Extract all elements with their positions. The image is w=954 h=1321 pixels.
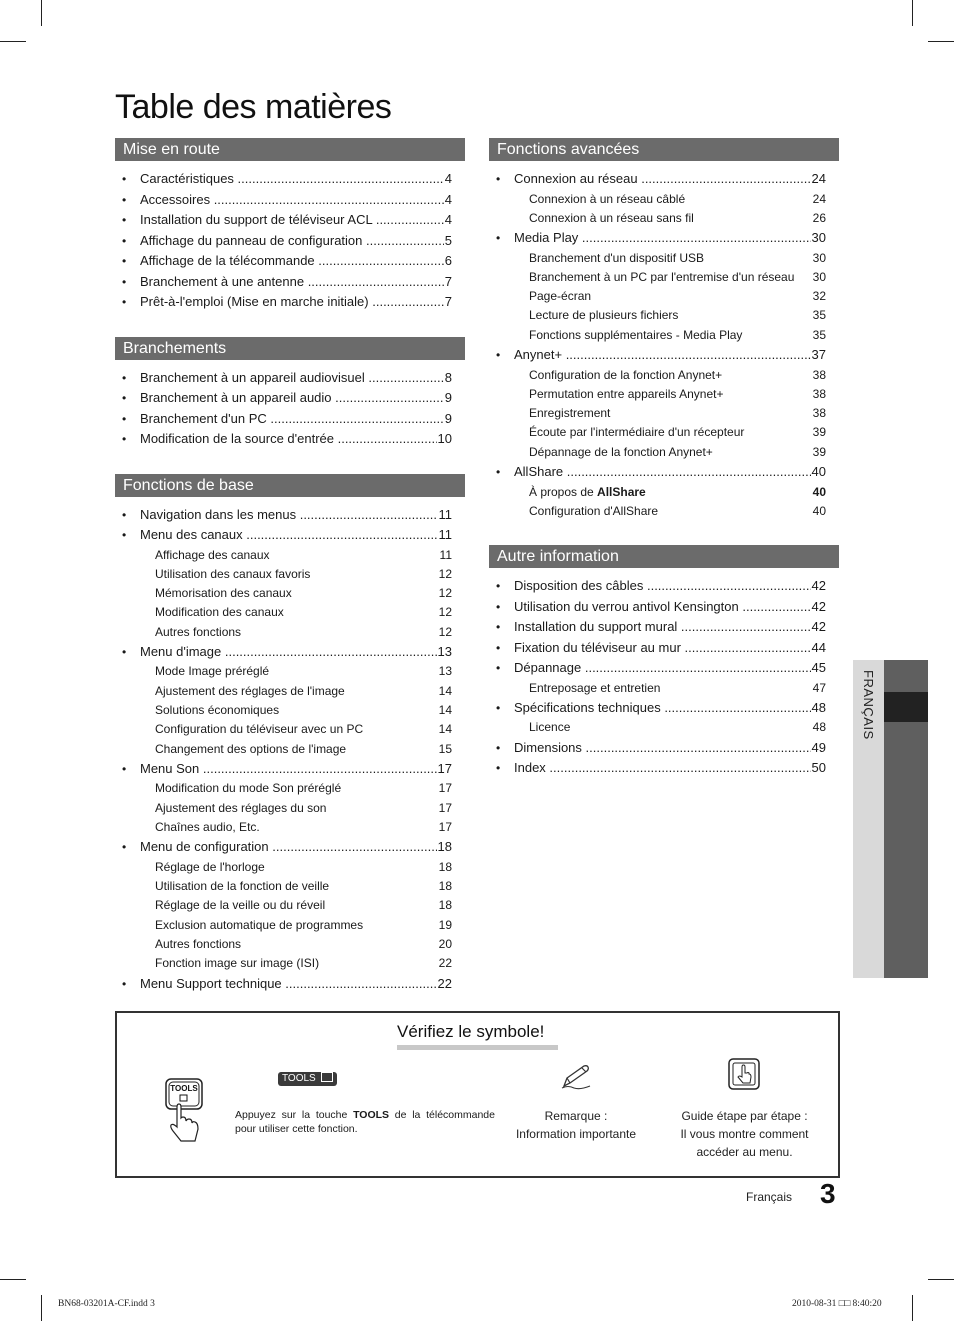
toc-entry-page: 7 <box>444 292 452 313</box>
toc-subentry-label: Utilisation des canaux favoris <box>155 566 311 581</box>
tools-icon-text: TOOLS <box>170 1084 198 1093</box>
toc-subentry-page: 15 <box>438 741 452 756</box>
toc-subentry-label: Chaînes audio, Etc. <box>155 820 260 835</box>
toc-entry-label: Menu Son ..... <box>140 759 451 780</box>
crop-mark <box>928 1279 954 1280</box>
toc-entry[interactable] <box>115 388 465 409</box>
note-description: Remarque : Information importante <box>515 1109 637 1141</box>
toc-entry[interactable] <box>489 597 839 618</box>
toc-subentry-label: Enregistrement <box>529 406 611 421</box>
toc-subentry[interactable] <box>489 287 839 306</box>
toc-subentry-label: Réglage de la veille ou du réveil <box>155 898 326 913</box>
toc-entry-page: 5 <box>444 231 452 252</box>
toc-subentry-page: 13 <box>438 664 452 679</box>
toc-subentry[interactable] <box>115 565 465 584</box>
section-gap <box>489 521 839 545</box>
toc-subentry-page: 20 <box>438 937 452 952</box>
toc-subentry-page: 18 <box>438 898 452 913</box>
side-tab-marker <box>884 692 928 722</box>
toc-subentry-label: Permutation entre appareils Anynet+ <box>529 386 724 401</box>
toc-entry-label: Fixation du téléviseur au mur ..... <box>514 638 825 659</box>
toc-subentry-page: 40 <box>812 503 826 518</box>
toc-entry-label: Branchement d'un PC ..... <box>140 409 451 430</box>
toc-subentry-page: 17 <box>438 781 452 796</box>
tools-remote-icon <box>163 1077 205 1145</box>
toc-subentry-page: 12 <box>438 624 452 639</box>
toc-entry-page: 24 <box>811 169 826 190</box>
toc-entry[interactable] <box>115 837 465 858</box>
side-tab-label: FRANÇAIS <box>861 670 876 740</box>
toc-subentry[interactable] <box>115 682 465 701</box>
toc-entry-page: 6 <box>444 251 452 272</box>
toc-subentry[interactable] <box>489 502 839 521</box>
toc-entry[interactable] <box>115 505 465 526</box>
toc-subentry[interactable] <box>489 190 839 209</box>
toc-entry-label: Dimensions ..... <box>514 738 825 759</box>
crop-mark <box>912 0 913 26</box>
toc-subentry-page: 22 <box>438 956 452 971</box>
toc-entry-page: 45 <box>811 658 826 679</box>
bullet-icon: • <box>122 192 127 207</box>
toc-entry[interactable] <box>115 210 465 231</box>
toc-subentry-page: 40 <box>812 484 826 499</box>
toc-subentry-page: 18 <box>438 859 452 874</box>
bullet-icon: • <box>496 640 501 655</box>
toc-subentry-label: Connexion à un réseau câblé <box>529 191 686 206</box>
toc-entry-label: Menu Support technique ..... <box>140 974 451 995</box>
toc-entry-page: 4 <box>444 169 452 190</box>
toc-subentry[interactable] <box>115 818 465 837</box>
toc-subentry-label: Ajustement des réglages du son <box>155 800 327 815</box>
toc-subentry-label: Exclusion automatique de programmes <box>155 917 364 932</box>
toc-subentry-page: 35 <box>812 327 826 342</box>
toc-subentry[interactable] <box>115 701 465 720</box>
toc-entry-label: Anynet+ ..... <box>514 345 825 366</box>
toc-subentry[interactable] <box>115 779 465 798</box>
toc-entry[interactable] <box>489 462 839 483</box>
toc-subentry[interactable] <box>115 935 465 954</box>
toc-column-right <box>489 138 839 779</box>
toc-entry-label: Installation du support de téléviseur ACL ..... <box>140 210 451 231</box>
toc-entry[interactable] <box>489 228 839 249</box>
toc-entry-page: 30 <box>811 228 826 249</box>
bullet-icon: • <box>122 976 127 991</box>
bullet-icon: • <box>496 348 501 363</box>
toc-entry[interactable] <box>489 738 839 759</box>
bullet-icon: • <box>496 172 501 186</box>
toc-entry-page: 4 <box>444 210 452 231</box>
crop-mark <box>928 41 954 42</box>
toc-entry-page: 10 <box>437 429 452 450</box>
toc-subentry[interactable] <box>115 799 465 818</box>
toc-subentry[interactable] <box>115 740 465 759</box>
toc-entry-page: 49 <box>811 738 826 759</box>
toc-subentry[interactable] <box>115 896 465 915</box>
bullet-icon: • <box>122 213 127 227</box>
toc-subentry[interactable] <box>115 720 465 739</box>
toc-entry[interactable] <box>115 251 465 272</box>
bullet-icon: • <box>122 411 127 426</box>
toc-entry-page: 11 <box>438 525 453 546</box>
toc-subentry[interactable] <box>489 249 839 268</box>
bullet-icon: • <box>496 761 501 776</box>
bullet-icon: • <box>122 370 127 385</box>
toc-subentry-label: Mémorisation des canaux <box>155 586 292 601</box>
bullet-icon: • <box>496 740 501 755</box>
toc-subentry[interactable] <box>489 443 839 462</box>
print-datetime-info: 2010-08-31 □□ 8:40:20 <box>792 1299 882 1309</box>
toc-entry[interactable] <box>489 617 839 638</box>
toc-subentry-page: 12 <box>438 605 452 620</box>
section-heading: Mise en route <box>115 138 465 161</box>
toc-entry[interactable] <box>115 642 465 663</box>
toc-entry[interactable] <box>489 758 839 779</box>
toc-entry-label: Utilisation du verrou antivol Kensington ..... <box>514 597 825 618</box>
toc-subentry-label: Fonctions supplémentaires - Media Play <box>529 327 743 342</box>
crop-mark <box>41 0 42 26</box>
bullet-icon: • <box>496 465 501 480</box>
toc-subentry-page: 38 <box>812 386 826 401</box>
toc-subentry[interactable] <box>489 306 839 325</box>
toc-subentry-page: 39 <box>812 425 826 440</box>
toc-subentry-page: 17 <box>438 800 452 815</box>
toc-entry-label: Affichage du panneau de configuration ..... <box>140 231 451 252</box>
footer-language: Français <box>746 1190 793 1204</box>
toc-subentry-page: 38 <box>812 367 826 382</box>
symbol-legend-box <box>115 1011 840 1178</box>
toc-subentry-label: Branchement à un PC par l'entremise d'un réseau <box>529 269 795 284</box>
toc-subentry-label: Configuration du téléviseur avec un PC <box>155 722 364 737</box>
section-heading: Branchements <box>115 337 465 360</box>
toc-subentry-page: 14 <box>438 683 452 698</box>
section-heading: Fonctions avancées <box>489 138 839 161</box>
toc-subentry-page: 14 <box>438 722 452 737</box>
toc-entry[interactable] <box>115 525 465 546</box>
toc-entry-label: Menu des canaux ..... <box>140 525 451 546</box>
toc-subentry-page: 47 <box>812 680 826 695</box>
toc-subentry[interactable] <box>115 546 465 565</box>
bullet-icon: • <box>122 528 127 542</box>
toc-entry-page: 18 <box>437 837 452 858</box>
toc-subentry[interactable] <box>489 385 839 404</box>
toc-subentry-label: Autres fonctions <box>155 624 242 639</box>
bullet-icon: • <box>122 233 127 248</box>
toc-subentry[interactable] <box>489 366 839 385</box>
toc-subentry-label: Réglage de l'horloge <box>155 859 265 874</box>
bullet-icon: • <box>122 295 127 309</box>
toc-entry-label: AllShare ..... <box>514 462 825 483</box>
toc-subentry-page: 32 <box>812 289 826 304</box>
toc-entry[interactable] <box>489 345 839 366</box>
bullet-icon: • <box>496 620 501 635</box>
toc-subentry[interactable] <box>115 623 465 642</box>
toc-entry-label: Spécifications techniques ..... <box>514 698 825 719</box>
toc-entry-page: 9 <box>444 388 452 409</box>
section-heading: Autre information <box>489 545 839 568</box>
toc-subentry[interactable] <box>115 858 465 877</box>
tools-description: Appuyez sur la touche TOOLS de la télécommande pour utiliser cette fonction. <box>235 1109 495 1135</box>
toc-subentry-page: 17 <box>438 820 452 835</box>
toc-subentry[interactable] <box>489 718 839 737</box>
toc-subentry-label: À propos de AllShare <box>529 484 646 499</box>
toc-entry-label: Caractéristiques ..... <box>140 169 451 190</box>
bullet-icon: • <box>496 700 501 715</box>
toc-subentry-label: Entreposage et entretien <box>529 680 661 695</box>
toc-subentry-page: 18 <box>438 879 452 894</box>
toc-entry-label: Menu de configuration ..... <box>140 837 451 858</box>
toc-entry[interactable] <box>489 576 839 597</box>
language-side-tab <box>853 660 928 978</box>
toc-entry[interactable] <box>115 292 465 313</box>
toc-subentry[interactable] <box>489 423 839 442</box>
toc-subentry[interactable] <box>115 584 465 603</box>
toc-subentry-label: Affichage des canaux <box>155 547 270 562</box>
toc-subentry-label: Modification du mode Son préréglé <box>155 781 342 796</box>
toc-entry[interactable] <box>489 698 839 719</box>
toc-entry[interactable] <box>115 409 465 430</box>
toc-entry-page: 40 <box>811 462 826 483</box>
toc-subentry-label: Écoute par l'intermédiaire d'un récepteur <box>529 425 745 440</box>
symbol-title-underline <box>397 1045 558 1050</box>
toc-entry[interactable] <box>115 368 465 389</box>
toc-subentry-page: 30 <box>812 269 826 284</box>
toc-entry-label: Navigation dans les menus ..... <box>140 505 451 526</box>
toc-entry-label: Index ..... <box>514 758 825 779</box>
toc-subentry[interactable] <box>489 404 839 423</box>
pencil-note-icon <box>560 1064 592 1090</box>
bullet-icon: • <box>496 599 501 614</box>
toc-subentry[interactable] <box>115 662 465 681</box>
toc-entry-page: 9 <box>444 409 452 430</box>
toc-entry-label: Branchement à une antenne ..... <box>140 272 451 293</box>
toc-entry-label: Accessoires ..... <box>140 190 451 211</box>
toc-entry-label: Disposition des câbles ..... <box>514 576 825 597</box>
toc-subentry[interactable] <box>489 268 839 287</box>
bullet-icon: • <box>122 507 127 522</box>
toc-entry[interactable] <box>115 974 465 995</box>
toc-subentry-page: 26 <box>812 210 826 225</box>
toc-subentry-page: 12 <box>438 586 452 601</box>
toc-entry-label: Connexion au réseau ..... <box>514 169 825 190</box>
tools-badge-label: TOOLS <box>282 1073 316 1084</box>
toc-entry-label: Prêt-à-l'emploi (Mise en marche initiale) ..... <box>140 292 451 313</box>
toc-entry-page: 17 <box>437 759 452 780</box>
toc-entry-label: Installation du support mural ..... <box>514 617 825 638</box>
toc-subentry[interactable] <box>115 916 465 935</box>
toc-subentry-label: Configuration de la fonction Anynet+ <box>529 367 723 382</box>
symbol-legend-title: Vérifiez le symbole! <box>397 1022 545 1041</box>
toc-entry-label: Affichage de la télécommande ..... <box>140 251 451 272</box>
section-gap <box>115 313 465 337</box>
toc-entry-label: Branchement à un appareil audio ..... <box>140 388 451 409</box>
toc-entry-page: 7 <box>444 272 452 293</box>
toc-subentry-label: Utilisation de la fonction de veille <box>155 879 330 894</box>
crop-mark <box>41 1295 42 1321</box>
toc-entry[interactable] <box>115 429 465 450</box>
toc-subentry-label: Ajustement des réglages de l'image <box>155 683 345 698</box>
toc-subentry-label: Modification des canaux <box>155 605 284 620</box>
toc-entry[interactable] <box>115 190 465 211</box>
toc-entry-page: 11 <box>438 505 453 526</box>
bullet-icon: • <box>122 172 127 186</box>
toc-entry-label: Branchement à un appareil audiovisuel ..... <box>140 368 451 389</box>
toc-subentry-label: Lecture de plusieurs fichiers <box>529 308 679 323</box>
toc-subentry-label: Connexion à un réseau sans fil <box>529 210 694 225</box>
toc-entry[interactable] <box>489 169 839 190</box>
toc-subentry-label: Solutions économiques <box>155 703 280 718</box>
toc-entry-page: 13 <box>437 642 452 663</box>
toc-entry-page: 22 <box>437 974 452 995</box>
toc-entry-page: 42 <box>811 576 826 597</box>
toc-subentry-label: Changement des options de l'image <box>155 741 347 756</box>
bullet-icon: • <box>122 644 127 659</box>
toc-subentry-page: 38 <box>812 406 826 421</box>
toc-subentry-page: 19 <box>438 917 452 932</box>
toc-entry[interactable] <box>489 658 839 679</box>
toc-subentry[interactable] <box>489 483 839 502</box>
toc-entry[interactable] <box>489 638 839 659</box>
toc-entry-page: 4 <box>444 190 452 211</box>
guide-description: Guide étape par étape : Il vous montre comment accéder au menu. <box>680 1109 809 1159</box>
toc-subentry[interactable] <box>489 326 839 345</box>
toc-entry-page: 50 <box>811 758 826 779</box>
bullet-icon: • <box>122 254 127 268</box>
crop-mark <box>912 1295 913 1321</box>
section-gap <box>115 450 465 474</box>
step-guide-icon <box>727 1057 761 1091</box>
toc-entry-label: Media Play ..... <box>514 228 825 249</box>
bullet-icon: • <box>122 840 127 855</box>
bullet-icon: • <box>122 761 127 776</box>
toc-subentry-page: 14 <box>438 703 452 718</box>
bullet-icon: • <box>122 432 127 446</box>
toc-entry[interactable] <box>115 759 465 780</box>
toc-subentry-page: 12 <box>438 566 452 581</box>
toc-entry-page: 44 <box>811 638 826 659</box>
crop-mark <box>0 41 26 42</box>
toc-subentry[interactable] <box>115 603 465 622</box>
toc-subentry-page: 48 <box>812 720 826 735</box>
toc-subentry[interactable] <box>489 209 839 228</box>
toc-subentry-page: 30 <box>812 250 826 265</box>
bullet-icon: • <box>496 579 501 594</box>
toc-entry[interactable] <box>115 231 465 252</box>
toc-subentry-label: Licence <box>529 720 571 735</box>
bullet-icon: • <box>122 391 127 405</box>
toc-subentry-label: Configuration d'AllShare <box>529 503 659 518</box>
toc-entry-label: Modification de la source d'entrée ..... <box>140 429 451 450</box>
toc-entry-page: 37 <box>811 345 826 366</box>
toc-column-left <box>115 138 465 994</box>
toc-subentry-page: 11 <box>439 547 452 562</box>
print-file-info: BN68-03201A-CF.indd 3 <box>58 1299 155 1309</box>
toc-subentry[interactable] <box>115 877 465 896</box>
toc-entry-page: 42 <box>811 617 826 638</box>
toc-subentry[interactable] <box>115 954 465 973</box>
bullet-icon: • <box>122 274 127 289</box>
toc-subentry-label: Fonction image sur image (ISI) <box>155 956 320 971</box>
toc-subentry-label: Autres fonctions <box>155 937 242 952</box>
toc-subentry[interactable] <box>489 679 839 698</box>
toc-entry-label: Dépannage ..... <box>514 658 825 679</box>
toc-entry-label: Menu d'image ..... <box>140 642 451 663</box>
page-number: 3 <box>820 1178 836 1209</box>
crop-mark <box>0 1279 26 1280</box>
bullet-icon: • <box>496 231 501 246</box>
toc-subentry-label: Page-écran <box>529 289 592 304</box>
toc-entry[interactable] <box>115 272 465 293</box>
toc-entry-page: 48 <box>811 698 826 719</box>
section-heading: Fonctions de base <box>115 474 465 497</box>
toc-subentry-label: Mode Image préréglé <box>155 664 270 679</box>
tools-badge-icon <box>321 1072 333 1082</box>
page-title: Table des matières <box>115 88 392 126</box>
tools-badge <box>278 1072 337 1086</box>
bullet-icon: • <box>496 661 501 676</box>
toc-subentry-label: Branchement d'un dispositif USB <box>529 250 705 265</box>
toc-entry-page: 8 <box>444 368 452 389</box>
toc-entry[interactable] <box>115 169 465 190</box>
toc-subentry-page: 39 <box>812 444 826 459</box>
toc-subentry-page: 35 <box>812 308 826 323</box>
toc-subentry-label: Dépannage de la fonction Anynet+ <box>529 444 713 459</box>
toc-entry-page: 42 <box>811 597 826 618</box>
toc-subentry-page: 24 <box>812 191 826 206</box>
